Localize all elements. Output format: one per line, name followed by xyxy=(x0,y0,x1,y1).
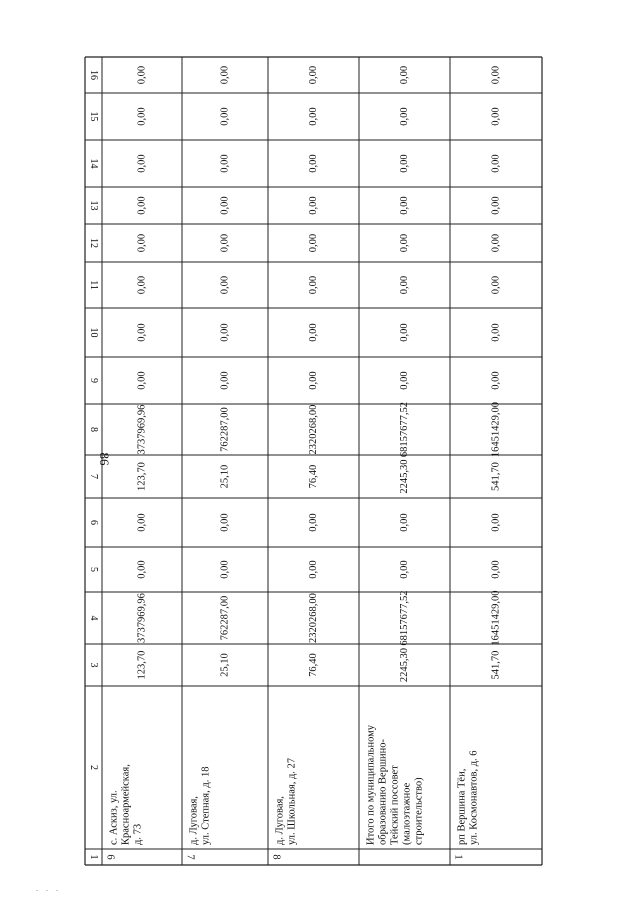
table-cell: 0,00 xyxy=(136,154,148,173)
table-cell: 76,40 xyxy=(308,653,319,677)
column-number: 5 xyxy=(88,567,99,572)
table-cell: 0,00 xyxy=(490,513,502,532)
table-cell: 68157677,52 xyxy=(399,590,410,646)
table-cell: 123,70 xyxy=(136,650,148,680)
table-cell: 68157677,52 xyxy=(399,401,410,458)
table-cell: 0,00 xyxy=(219,560,231,579)
address-line: д. Луговая, xyxy=(274,796,286,845)
table-cell: 0,00 xyxy=(399,65,410,85)
column-number: 11 xyxy=(88,280,99,290)
address-line: с. Аскиз, ул. xyxy=(108,790,120,845)
table-cell: 0,00 xyxy=(308,154,319,173)
table-cell: 0,00 xyxy=(308,233,319,253)
column-number: 2 xyxy=(88,765,99,770)
table-cell: 541,70 xyxy=(490,462,502,491)
table-cell: 0,00 xyxy=(308,275,319,295)
table-cell: 0,00 xyxy=(399,107,410,126)
table-cell: 2245,30 xyxy=(399,647,410,683)
table-cell: 25,10 xyxy=(219,464,231,489)
column-number: 1 xyxy=(88,854,99,860)
table-cell: 0,00 xyxy=(136,65,148,85)
table-cell: 0,00 xyxy=(308,107,319,126)
address-line: ул. Школьная, д. 27 xyxy=(286,757,298,845)
table-cell: 0,00 xyxy=(308,513,319,532)
table-cell: 762287,00 xyxy=(219,595,231,641)
table-cell: 16451429,00 xyxy=(490,590,502,646)
table-cell: 0,00 xyxy=(136,560,148,579)
column-number: 12 xyxy=(88,238,99,248)
table-cell: 0,00 xyxy=(399,560,410,579)
table-cell: 2245,30 xyxy=(399,459,410,494)
table-cell: 0,00 xyxy=(136,275,148,295)
table-cell: 0,00 xyxy=(490,275,502,295)
table-cell: 0,00 xyxy=(219,233,231,253)
row-number: 1 xyxy=(452,854,464,860)
address-line: рп Вершина Тёи, xyxy=(456,768,468,845)
table-cell: 0,00 xyxy=(399,233,410,253)
address-line: д. 73 xyxy=(132,823,144,845)
row-number: 7 xyxy=(184,854,196,860)
address-line: д. Луговая, xyxy=(188,796,200,845)
table-cell: 2320268,00 xyxy=(308,593,319,643)
table-cell: 0,00 xyxy=(308,560,319,579)
table-cell: 0,00 xyxy=(219,323,231,342)
page-mark: . . . xyxy=(36,884,61,893)
table-cell: 0,00 xyxy=(399,513,410,532)
table-cell: 0,00 xyxy=(490,323,502,342)
address-line: Итого по муниципальному xyxy=(365,724,377,845)
address-line: строительство) xyxy=(413,777,425,845)
address-line: образованию Вершино- xyxy=(377,738,389,845)
table-cell: 0,00 xyxy=(219,154,231,173)
address-line: ул. Степная, д. 18 xyxy=(200,766,212,845)
column-number: 16 xyxy=(88,70,99,80)
table-cell: 123,70 xyxy=(136,462,148,491)
table-cell: 541,70 xyxy=(490,650,502,680)
table-cell: 0,00 xyxy=(219,196,231,215)
table-cell: 0,00 xyxy=(490,65,502,85)
table-cell: 0,00 xyxy=(219,371,231,390)
table-cell: 0,00 xyxy=(219,65,231,85)
table-cell: 0,00 xyxy=(136,323,148,342)
column-number: 10 xyxy=(88,327,99,338)
table-cell: 0,00 xyxy=(490,107,502,126)
table-cell: 16451429,00 xyxy=(490,401,502,458)
table-cell: 0,00 xyxy=(399,323,410,342)
table-cell: 0,00 xyxy=(219,275,231,295)
table-cell: 0,00 xyxy=(136,196,148,215)
table-cell: 0,00 xyxy=(219,107,231,126)
address-line: Тейский поссовет xyxy=(389,765,401,845)
table-cell: 0,00 xyxy=(308,371,319,390)
column-number: 8 xyxy=(88,427,99,432)
page-number: 86 xyxy=(97,452,112,466)
table-cell: 0,00 xyxy=(490,154,502,173)
column-number: 14 xyxy=(88,158,99,169)
table-cell: 2320268,00 xyxy=(308,404,319,455)
row-number: 6 xyxy=(104,854,116,860)
table-cell: 0,00 xyxy=(308,65,319,85)
table-cell: 0,00 xyxy=(490,560,502,579)
table-cell: 762287,00 xyxy=(219,407,231,452)
address-line: ул. Космонавтов, д. 6 xyxy=(468,750,480,845)
table-cell: 3737969,96 xyxy=(136,593,148,643)
column-number: 15 xyxy=(88,111,99,122)
table-cell: 0,00 xyxy=(399,371,410,390)
table-grid xyxy=(85,57,542,865)
column-number: 7 xyxy=(88,474,99,479)
row-number: 8 xyxy=(270,854,282,860)
table-cell: 0,00 xyxy=(490,233,502,253)
table-cell: 0,00 xyxy=(136,233,148,253)
column-number: 6 xyxy=(88,520,99,525)
column-number: 3 xyxy=(88,662,99,668)
table-cell: 3737969,96 xyxy=(136,404,148,455)
column-number: 9 xyxy=(88,378,99,383)
address-line: Красноармейская, xyxy=(120,764,132,845)
table-cell: 25,10 xyxy=(219,653,231,677)
table-cell: 0,00 xyxy=(490,196,502,215)
table-cell: 0,00 xyxy=(308,196,319,215)
table-cell: 0,00 xyxy=(136,107,148,126)
column-number: 4 xyxy=(88,615,99,621)
table-cell: 76,40 xyxy=(308,464,319,489)
table-cell: 0,00 xyxy=(399,275,410,295)
table-cells xyxy=(88,66,502,860)
table-cell: 0,00 xyxy=(219,513,231,532)
table-cell: 0,00 xyxy=(399,196,410,215)
table-cell: 0,00 xyxy=(308,323,319,342)
table-cell: 0,00 xyxy=(136,513,148,532)
table-cell: 0,00 xyxy=(136,371,148,390)
column-number: 13 xyxy=(88,200,99,211)
table-cell: 0,00 xyxy=(399,154,410,173)
address-line: (малоэтажное xyxy=(401,782,413,845)
table-cell: 0,00 xyxy=(490,371,502,390)
